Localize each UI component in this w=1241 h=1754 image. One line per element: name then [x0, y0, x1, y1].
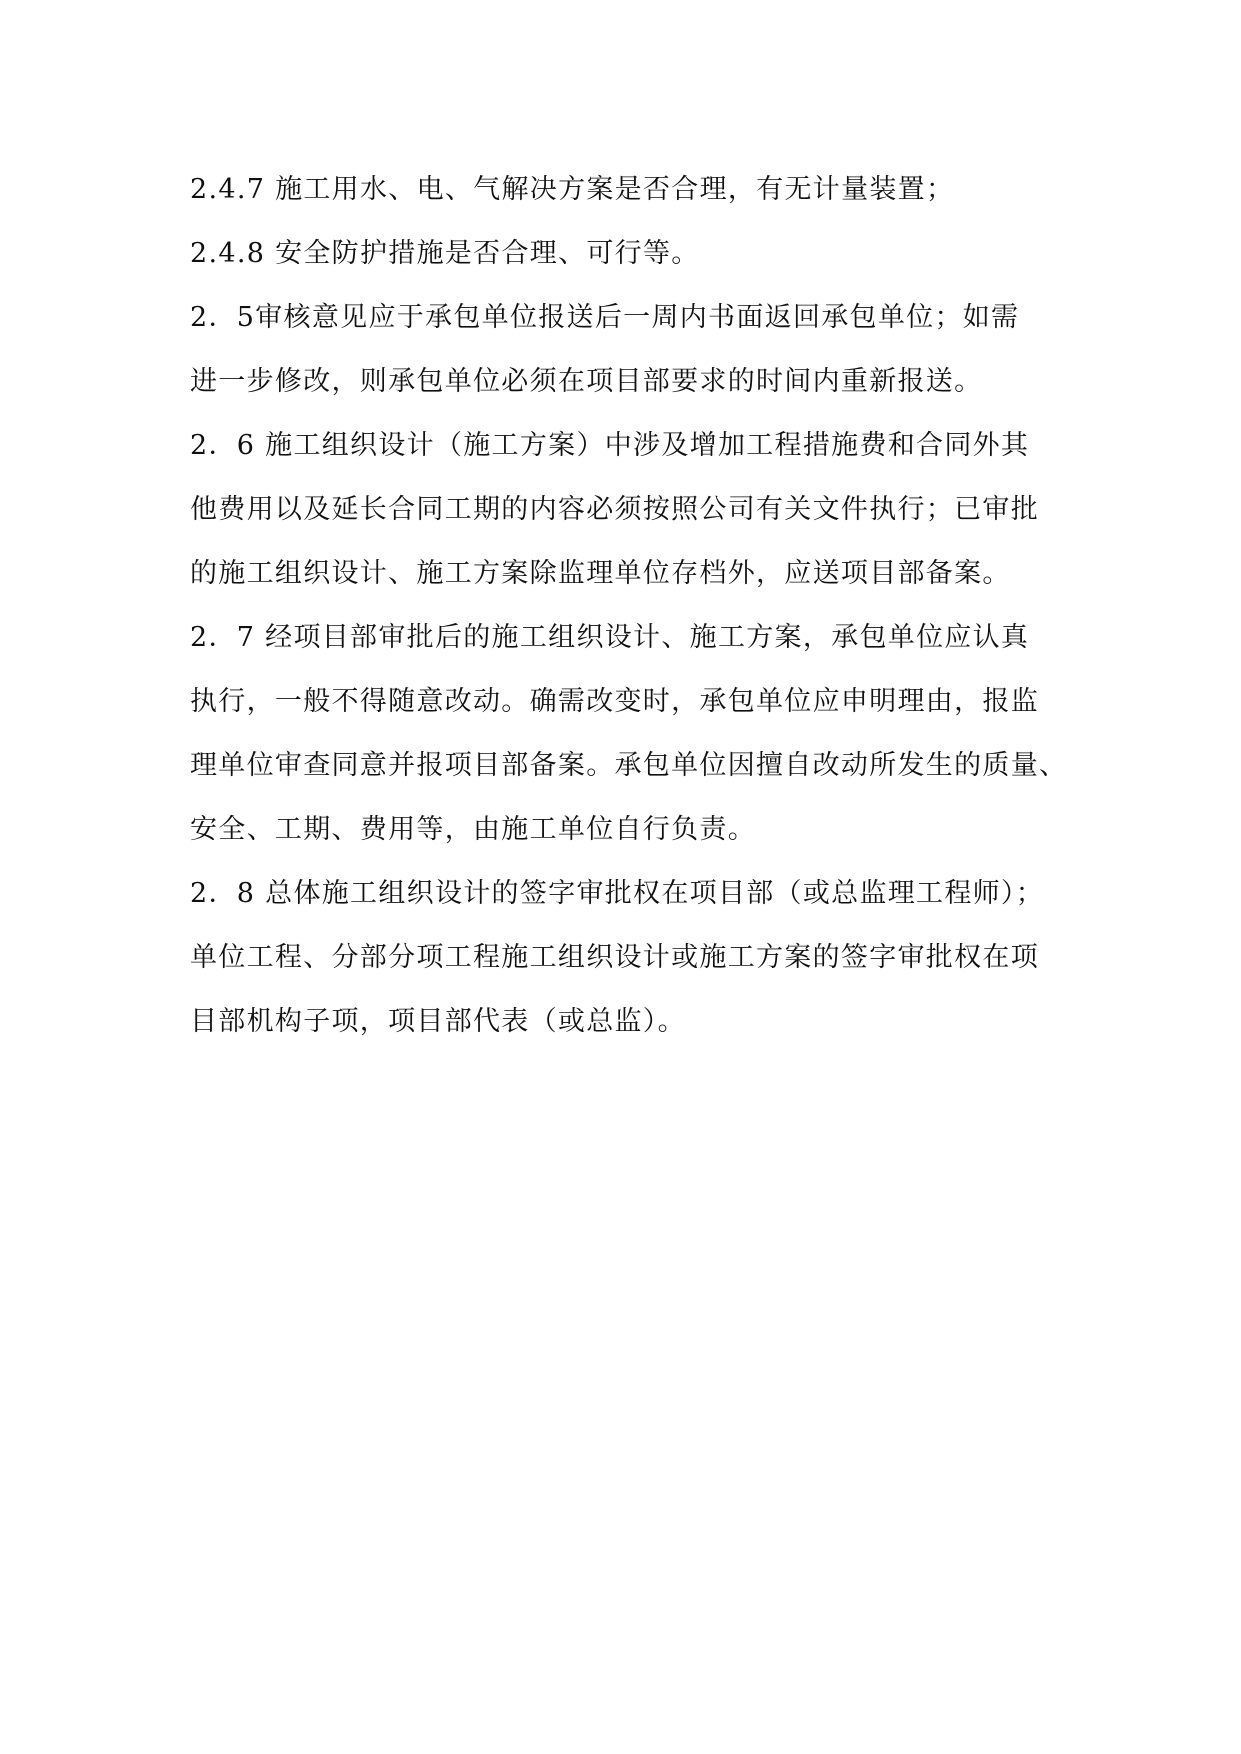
text-line-2-6-cont-2: 的施工组织设计、施工方案除监理单位存档外，应送项目部备案。 [190, 558, 1011, 589]
text-line-2-7-cont-1: 执行，一般不得随意改动。确需改变时，承包单位应申明理由，报监 [190, 686, 1039, 717]
text-line-2-4-7: 2.4.7 施工用水、电、气解决方案是否合理，有无计量装置； [190, 174, 955, 205]
document-body [190, 158, 1070, 1054]
text-line-2-7: 2．7 经项目部审批后的施工组织设计、施工方案，承包单位应认真 [190, 622, 1030, 653]
text-line-2-7-cont-2: 理单位审查同意并报项目部备案。承包单位因擅自改动所发生的质量、 [190, 750, 1068, 781]
text-line-2-4-8: 2.4.8 安全防护措施是否合理、可行等。 [190, 238, 700, 269]
text-line-2-8-cont-2: 目部机构子项，项目部代表（或总监）。 [190, 1006, 686, 1037]
text-line-2-7-cont-3: 安全、工期、费用等，由施工单位自行负责。 [190, 814, 756, 845]
text-line-2-8: 2．8 总体施工组织设计的签字审批权在项目部（或总监理工程师）； [190, 878, 1045, 909]
text-line-2-8-cont-1: 单位工程、分部分项工程施工组织设计或施工方案的签字审批权在项 [190, 942, 1039, 973]
text-line-2-5-cont: 进一步修改，则承包单位必须在项目部要求的时间内重新报送。 [190, 366, 983, 397]
text-line-2-6-cont-1: 他费用以及延长合同工期的内容必须按照公司有关文件执行；已审批 [190, 494, 1039, 525]
text-line-2-5: 2．5审核意见应于承包单位报送后一周内书面返回承包单位；如需 [190, 302, 1020, 333]
text-line-2-6: 2．6 施工组织设计（施工方案）中涉及增加工程措施费和合同外其 [190, 430, 1030, 461]
